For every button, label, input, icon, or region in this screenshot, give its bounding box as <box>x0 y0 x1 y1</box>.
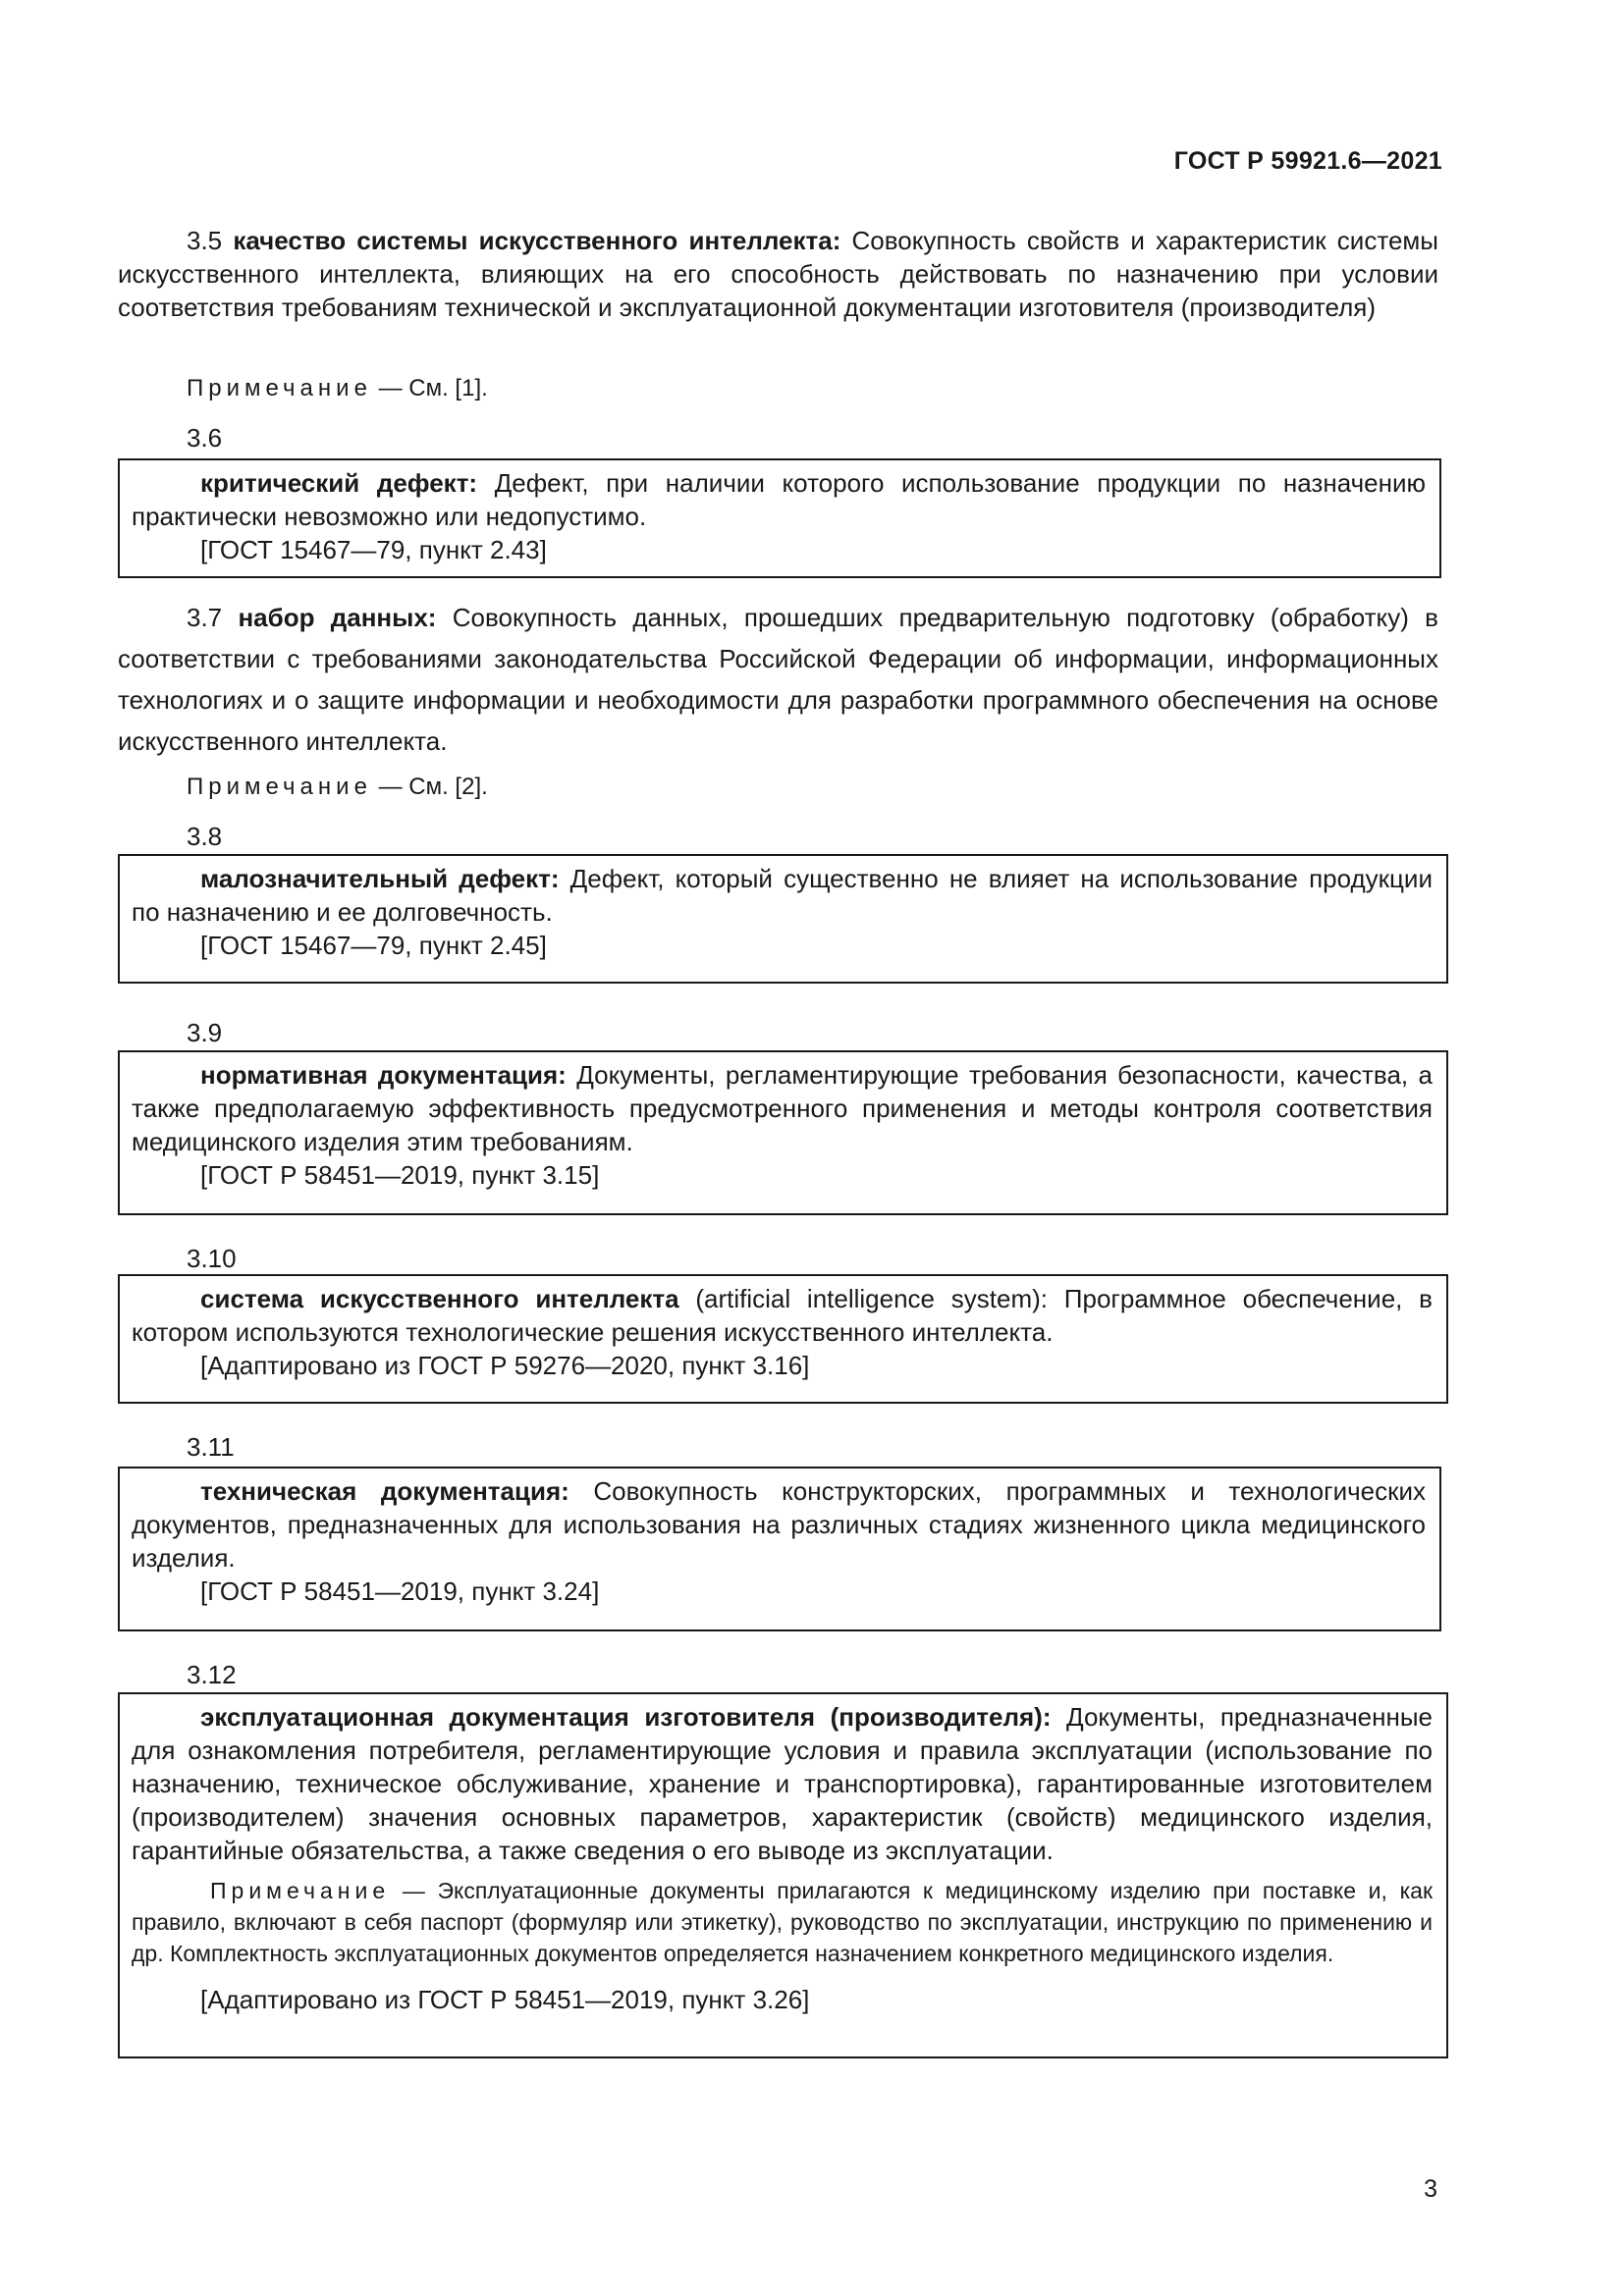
term-english: (artificial intelligence system): <box>695 1284 1049 1313</box>
term-number-3-11: 3.11 <box>187 1432 235 1462</box>
term-source: [ГОСТ Р 58451—2019, пункт 3.24] <box>200 1576 600 1606</box>
term-title: набор данных: <box>238 603 437 632</box>
term-number: 3.5 <box>187 226 223 255</box>
term-number-3-8: 3.8 <box>187 822 223 851</box>
note-3-5 <box>187 373 488 404</box>
term-source: [Адаптировано из ГОСТ Р 58451—2019, пункт 3.26] <box>200 1985 810 2014</box>
term-box-3-6 <box>118 458 1441 578</box>
term-box-3-9 <box>118 1050 1448 1215</box>
term-box-3-10 <box>118 1274 1448 1404</box>
term-title: техническая документация: <box>200 1476 569 1506</box>
term-source: [Адаптировано из ГОСТ Р 59276—2020, пункт 3.16] <box>200 1351 810 1380</box>
term-definition: Совокупность свойств и характеристик системы искусственного интеллекта, влияющих на его способность действовать по назначению при условии соответствия требованиям технической и эксплуатационной документации изготовителя (производителя) <box>118 226 1438 322</box>
term-number-3-9: 3.9 <box>187 1018 223 1047</box>
term-box-3-12 <box>118 1692 1448 2058</box>
term-number-3-10: 3.10 <box>187 1244 237 1273</box>
term-title: малозначительный дефект: <box>200 864 560 893</box>
note-text: — См. [1]. <box>378 375 488 401</box>
note-text: — Эксплуатационные документы прилагаются к медицинскому изделию при поставке и, как правило, включают в себя паспорт (формуляр или этикетку), руководство по эксплуатации, инструкцию по применению и др. Комплектность эксплуатационных документов определяется назначением конкретного медицинского изделия. <box>132 1878 1434 1966</box>
term-definition: Дефект, при наличии которого использование продукции по назначению практически невозможно или недопустимо. <box>132 468 1426 531</box>
term-number: 3.7 <box>187 603 223 632</box>
page-number: 3 <box>1424 2175 1437 2203</box>
term-source: [ГОСТ 15467—79, пункт 2.45] <box>200 931 547 960</box>
term-box-3-11 <box>118 1467 1441 1631</box>
term-source: [ГОСТ 15467—79, пункт 2.43] <box>200 535 547 564</box>
note-3-7 <box>187 772 488 803</box>
note-text: — См. [2]. <box>378 774 488 800</box>
term-3-7 <box>118 597 1438 762</box>
term-definition: Дефект, который существенно не влияет на использование продукции по назначению и ее долговечность. <box>132 864 1433 927</box>
note-label: Примечание <box>187 375 372 401</box>
term-note <box>132 1875 1433 1969</box>
note-label: Примечание <box>187 774 372 800</box>
term-number-3-6: 3.6 <box>187 423 223 453</box>
term-definition: Программное обеспечение, в котором используются технологические решения искусственного интеллекта. <box>132 1284 1433 1347</box>
document-header-id: ГОСТ Р 59921.6—2021 <box>1173 147 1442 175</box>
term-title: нормативная документация: <box>200 1060 567 1090</box>
note-label: Примечание <box>210 1878 391 1903</box>
term-title: система искусственного интеллекта <box>200 1284 679 1313</box>
term-definition: Совокупность данных, прошедших предварительную подготовку (обработку) в соответствии с требованиями законодательства Российской Федерации об информации, информационных технологиях и о защите информации и необходимости для разработки программного обеспечения на основе искусственного интеллекта. <box>118 603 1438 756</box>
term-source: [ГОСТ Р 58451—2019, пункт 3.15] <box>200 1160 600 1190</box>
term-definition: Документы, предназначенные для ознакомления потребителя, регламентирующие условия и правила эксплуатации (использование по назначению, техническое обслуживание, хранение и транспортировка), гарантированные изготовителем (производителем) значения основных параметров, характеристик (свойств) медицинского изделия, гарантийные обязательства, а также сведения о его выводе из эксплуатации. <box>132 1702 1433 1865</box>
term-number-3-12: 3.12 <box>187 1660 237 1689</box>
term-title: эксплуатационная документация изготовителя (производителя): <box>200 1702 1052 1732</box>
term-title: качество системы искусственного интеллекта: <box>233 226 841 255</box>
term-title: критический дефект: <box>200 468 478 498</box>
term-definition: Совокупность конструкторских, программных и технологических документов, предназначенных для использования на различных стадиях жизненного цикла медицинского изделия. <box>132 1476 1426 1573</box>
term-3-5 <box>118 224 1438 324</box>
term-definition: Документы, регламентирующие требования безопасности, качества, а также предполагаемую эффективность предусмотренного применения и методы контроля соответствия медицинского изделия этим требованиям. <box>132 1060 1433 1156</box>
term-box-3-8 <box>118 854 1448 984</box>
